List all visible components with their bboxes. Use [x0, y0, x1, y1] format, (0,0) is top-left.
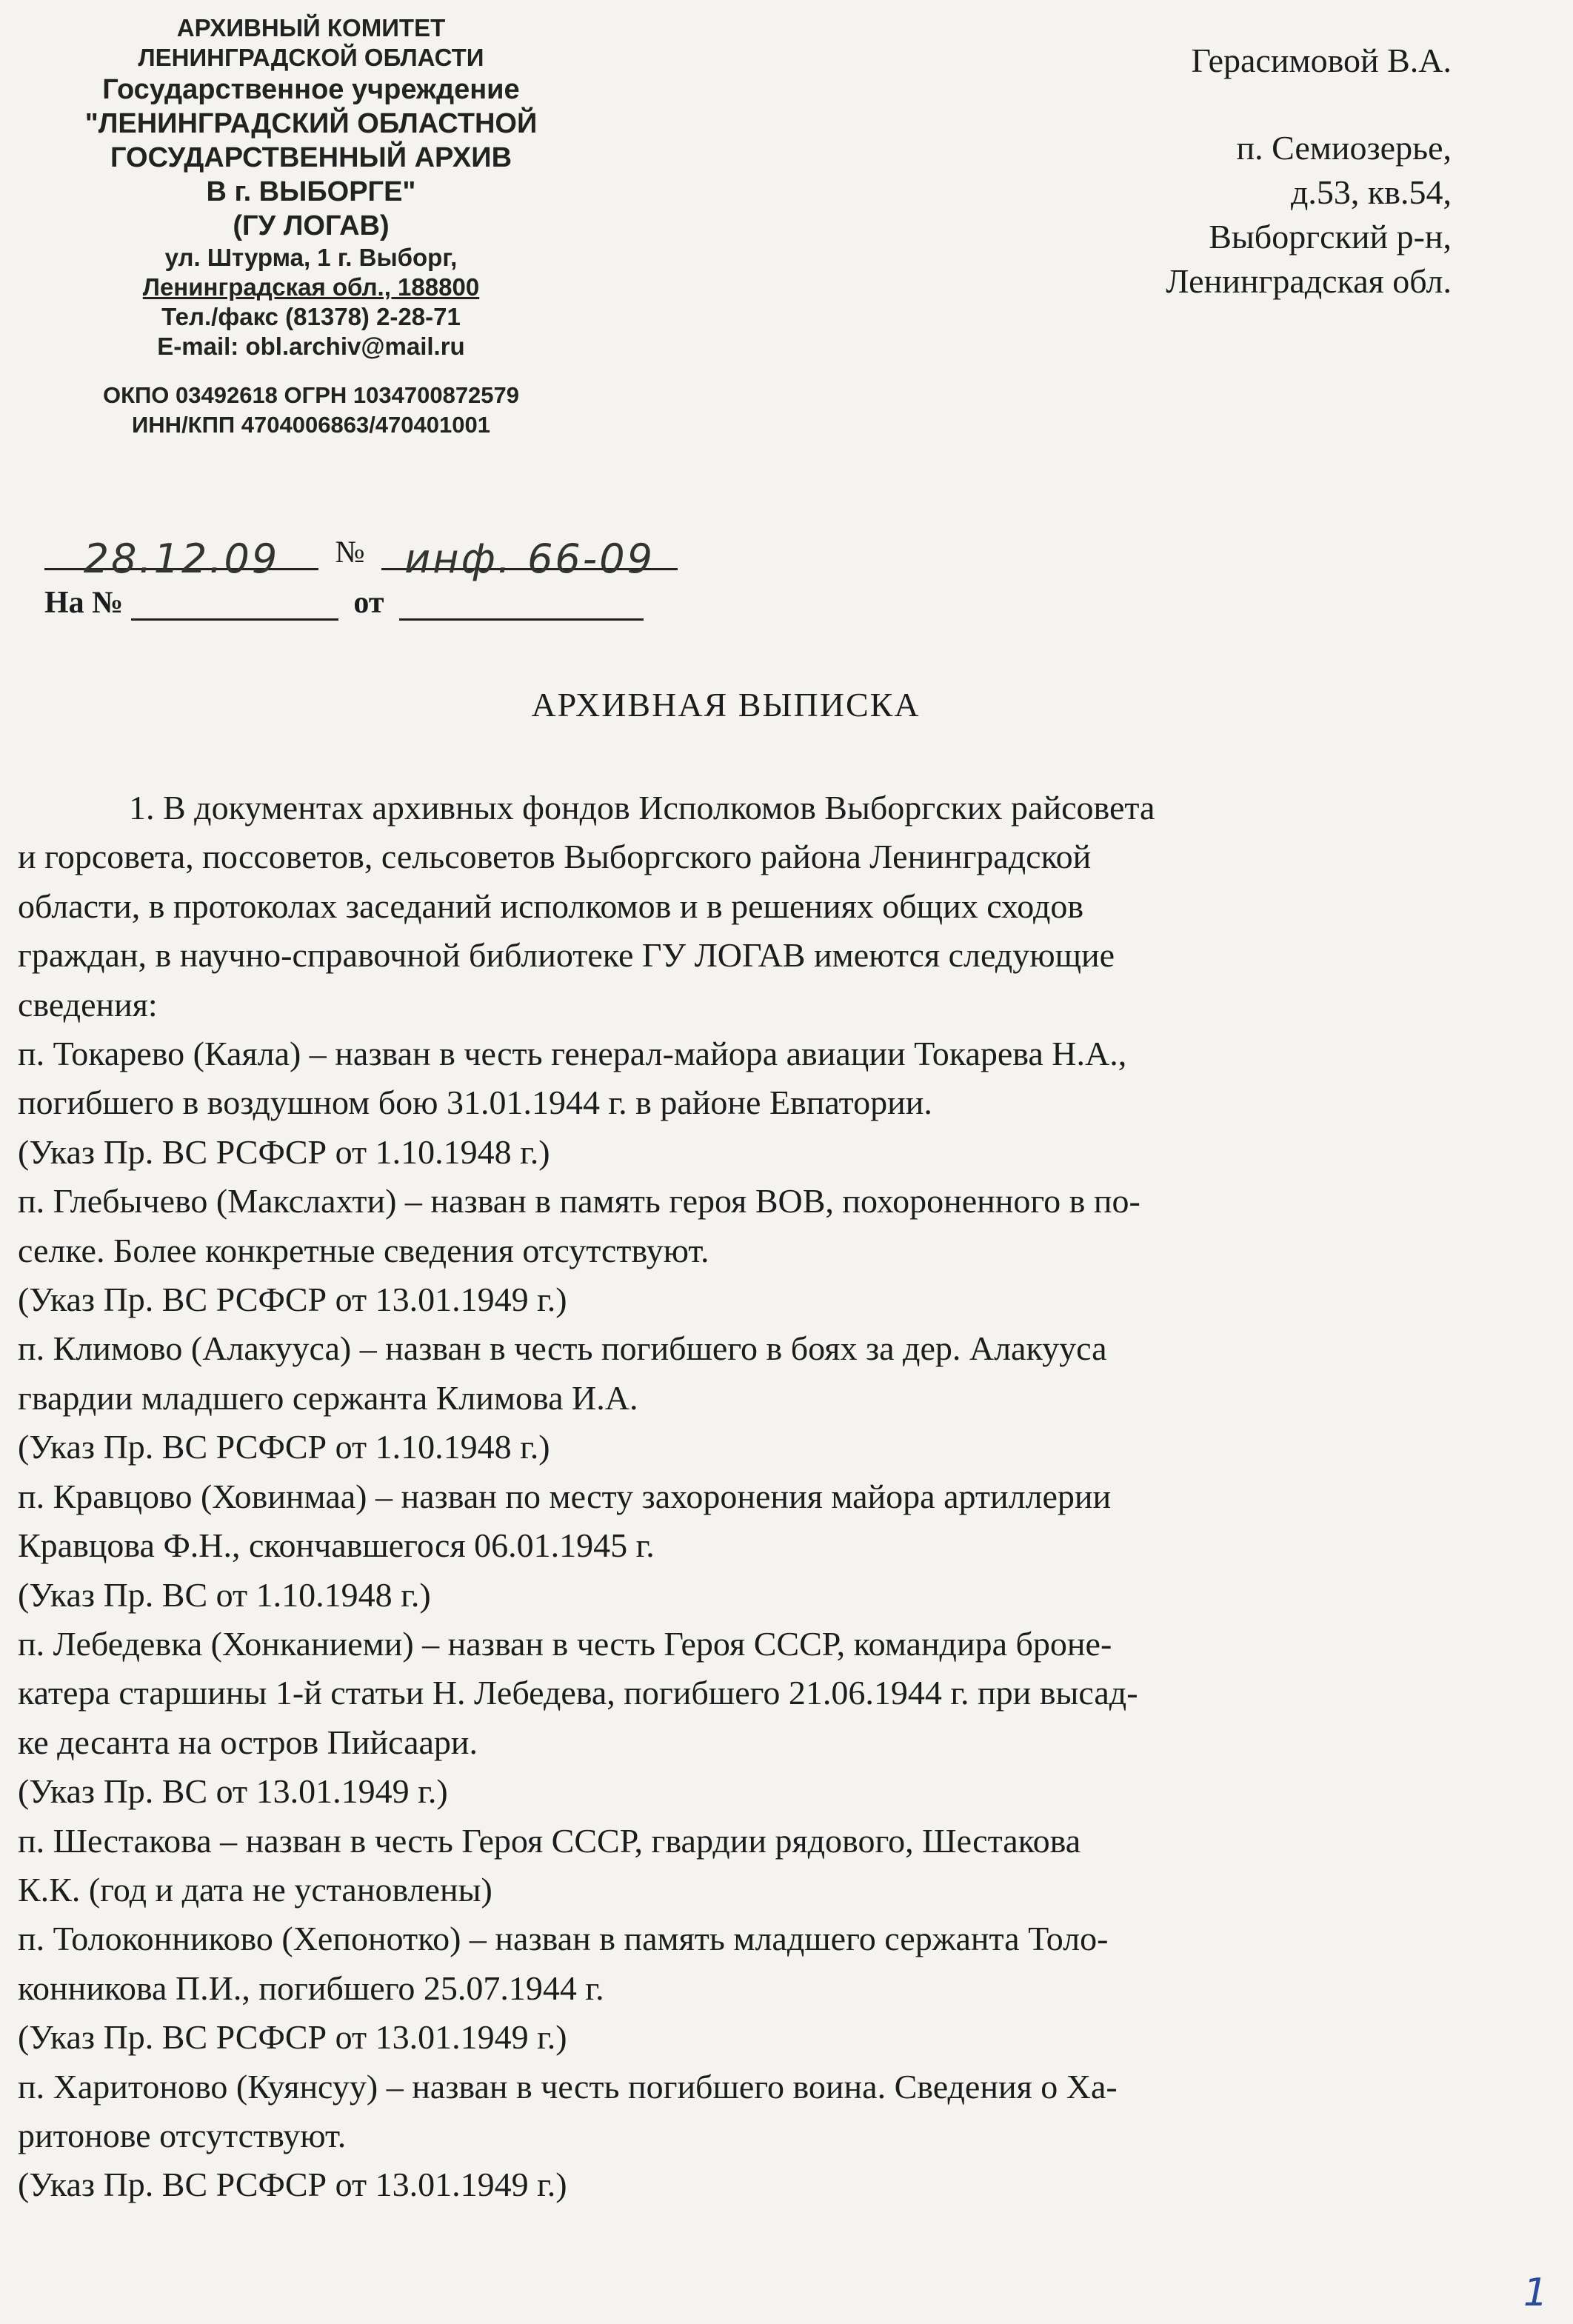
body-line: п. Толоконниково (Хепонотко) – назван в память младшего сержанта Толо-: [18, 1920, 1109, 1958]
body-line: п. Кравцово (Ховинмаа) – назван по месту захоронения майора артиллерии: [18, 1477, 1112, 1515]
body-line: гвардии младшего сержанта Климова И.А.: [18, 1378, 638, 1417]
letterhead-codes-1: ОКПО 03492618 ОГРН 1034700872579: [102, 382, 520, 408]
body-line: (Указ Пр. ВС РСФСР от 1.10.1948 г.): [18, 1132, 550, 1171]
body-line: погибшего в воздушном бою 31.01.1944 г. в районе Евпатории.: [18, 1083, 932, 1122]
body-line: и горсовета, поссоветов, сельсоветов Выборгского района Ленинградской: [18, 838, 1092, 876]
body-line: ритонове отсутствуют.: [18, 2116, 347, 2154]
letterhead-institution-1: Государственное учреждение: [102, 74, 520, 105]
body-line: (Указ Пр. ВС от 13.01.1949 г.): [18, 1772, 448, 1811]
reply-date-line: [399, 586, 644, 621]
registration-date-line: [44, 535, 318, 582]
body-line: селке. Более конкретные сведения отсутствуют.: [18, 1231, 709, 1269]
body-line: п. Климово (Алакууса) – назван в честь погибшего в боях за дер. Алакууса: [18, 1329, 1107, 1368]
letterhead: [44, 13, 578, 440]
letterhead-institution-2: "ЛЕНИНГРАДСКИЙ ОБЛАСТНОЙ: [84, 108, 538, 139]
recipient-settlement: п. Семиозерье,: [1236, 129, 1452, 167]
reply-number-line: [131, 586, 338, 621]
body-line: конникова П.И., погибшего 25.07.1944 г.: [18, 1969, 604, 2007]
letterhead-abbreviation: (ГУ ЛОГАВ): [233, 210, 390, 241]
registration-number-sign: №: [335, 535, 365, 570]
letterhead-codes-2: ИНН/КПП 4704006863/470401001: [132, 412, 490, 438]
body-line: сведения:: [18, 985, 158, 1024]
body-line: п. Лебедевка (Хонканиеми) – назван в честь Героя СССР, командира броне-: [18, 1624, 1112, 1663]
recipient-name: Герасимовой В.А.: [1191, 41, 1452, 79]
body-line: 1. В документах архивных фондов Исполкомов Выборгских райсовета: [129, 789, 1155, 827]
recipient-house: д.53, кв.54,: [1291, 173, 1452, 211]
reply-label: На №: [44, 586, 124, 620]
document-title: АРХИВНАЯ ВЫПИСКА: [531, 686, 921, 724]
body-line: п. Токарево (Каяла) – назван в честь генерал-майора авиации Токарева Н.А.,: [18, 1035, 1127, 1073]
registration-date: 28.12.09: [83, 535, 280, 582]
document-body: [18, 784, 1425, 2210]
recipient-oblast: Ленинградская обл.: [1166, 262, 1452, 300]
letterhead-region: ЛЕНИНГРАДСКОЙ ОБЛАСТИ: [138, 44, 484, 71]
body-line: катера старшины 1-й статьи Н. Лебедева, погибшего 21.06.1944 г. при высад-: [18, 1674, 1138, 1712]
body-line: (Указ Пр. ВС от 1.10.1948 г.): [18, 1575, 431, 1614]
reply-reference-row: [44, 585, 644, 621]
registration-number-line: [381, 535, 678, 582]
body-line: ке десанта на остров Пийсаари.: [18, 1723, 478, 1761]
letterhead-institution-3: ГОСУДАРСТВЕННЫЙ АРХИВ: [110, 142, 512, 173]
body-line: п. Харитоново (Куянсуу) – назван в честь погибшего воина. Сведения о Ха-: [18, 2067, 1118, 2106]
letterhead-email: E-mail: obl.archiv@mail.ru: [157, 333, 465, 360]
body-line: области, в протоколах заседаний исполкомов и в решениях общих сходов: [18, 886, 1084, 925]
page-number: 1: [1523, 2271, 1548, 2315]
body-line: граждан, в научно-справочной библиотеке ГУ ЛОГАВ имеются следующие: [18, 936, 1115, 975]
body-line: п. Шестакова – назван в честь Героя СССР, гвардии рядового, Шестакова: [18, 1821, 1081, 1860]
body-line: К.К. (год и дата не установлены): [18, 1870, 492, 1909]
letterhead-institution-4: В г. ВЫБОРГЕ": [206, 176, 416, 207]
registration-row: [44, 535, 678, 582]
from-label: от: [353, 586, 384, 620]
body-line: Кравцова Ф.Н., скончавшегося 06.01.1945 г.: [18, 1526, 655, 1565]
registration-number: инф. 66-09: [404, 535, 655, 582]
recipient-address: [933, 39, 1452, 304]
recipient-district: Выборгский р-н,: [1209, 218, 1452, 256]
letterhead-phone: Тел./факс (81378) 2-28-71: [161, 303, 461, 330]
letterhead-committee: АРХИВНЫЙ КОМИТЕТ: [176, 14, 446, 41]
body-line: (Указ Пр. ВС РСФСР от 13.01.1949 г.): [18, 1280, 567, 1319]
body-line: п. Глебычево (Макслахти) – назван в память героя ВОВ, похороненного в по-: [18, 1182, 1140, 1221]
letterhead-address-1: ул. Штурма, 1 г. Выборг,: [164, 244, 458, 271]
body-line: (Указ Пр. ВС РСФСР от 13.01.1949 г.): [18, 2166, 567, 2204]
body-line: (Указ Пр. ВС РСФСР от 13.01.1949 г.): [18, 2018, 567, 2057]
body-line: (Указ Пр. ВС РСФСР от 1.10.1948 г.): [18, 1428, 550, 1466]
letterhead-address-2: Ленинградская обл., 188800: [142, 273, 480, 301]
